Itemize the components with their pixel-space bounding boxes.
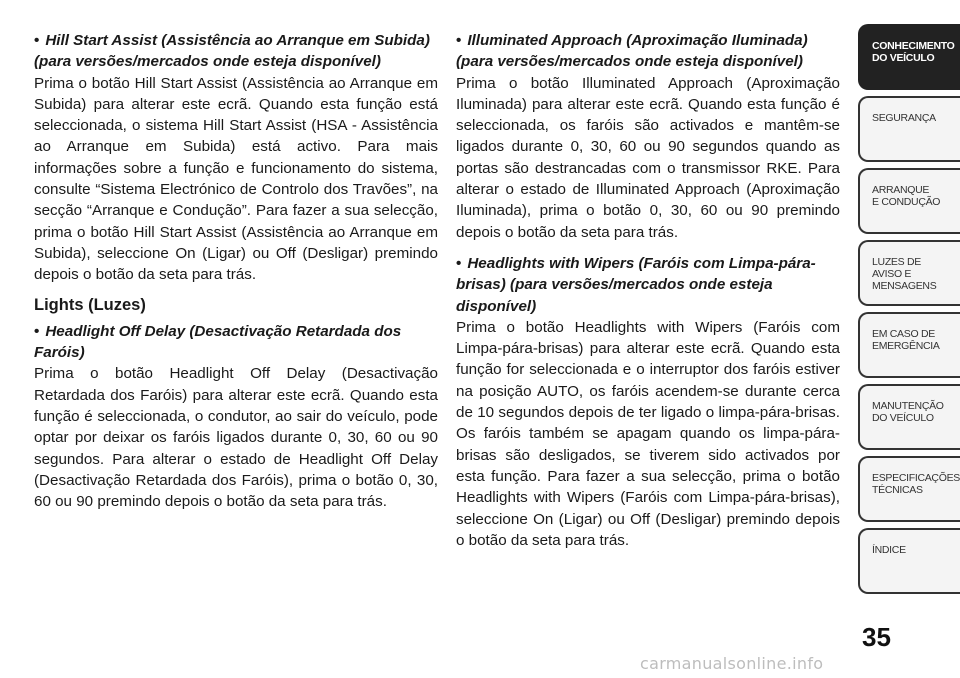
right-column [456,26,840,551]
left-column [34,26,438,513]
tab-arranque-e-conducao[interactable]: ARRANQUE E CONDUÇÃO [858,168,960,234]
bullet: • [456,254,462,272]
heading-text: Hill Start Assist (Assistência ao Arranque em Subida) (para versões/mercados onde esteja disponível) [34,32,430,71]
chapter-tabs-sidebar [858,24,960,600]
page-number: 35 [862,622,891,652]
heading-text: Headlight Off Delay (Desactivação Retardada dos Faróis) [34,322,402,362]
illuminated-approach-body: Prima o botão Illuminated Approach (Aproximação Iluminada) para alterar este ecrã. Quando esta função é seleccionada, os faróis são activados e mantêm-se ligados durante 0, 30, 60 ou 90 segundos quando as portas são destrancadas com o transmissor RKE. Para alterar o estado de Illuminated Approach (Aproximação Iluminada), prima o botão 0, 30, 60 ou 90 premindo depois o botão da seta para trás. [456,74,840,241]
lights-section-heading: Lights (Luzes) [34,295,146,314]
spacer [456,243,840,249]
bullet: • [456,32,462,49]
tab-indice[interactable]: ÍNDICE [858,528,960,594]
hill-start-assist-heading [34,30,438,73]
bullet: • [34,32,40,49]
illuminated-approach-heading [456,30,840,73]
tab-seguranca[interactable]: SEGURANÇA [858,96,960,162]
heading-text: Illuminated Approach (Aproximação Iluminada) (para versões/mercados onde esteja disponível) [456,32,808,71]
tab-conhecimento-do-veiculo[interactable]: CONHECIMENTO DO VEÍCULO [858,24,960,90]
bullet: • [34,322,40,340]
tab-especificacoes-tecnicas[interactable]: ESPECIFICAÇÕES TÉCNICAS [858,456,960,522]
watermark: carmanualsonline.info [640,654,824,673]
headlights-with-wipers-body: Prima o botão Headlights with Wipers (Faróis com Limpa-pára-brisas) para alterar este ecrã. Quando esta função for seleccionada e o interruptor dos faróis estiver na posição AUTO, os faróis acendem-se durante cerca de 10 segundos depois de ter ligado o limpa-pára-brisas. Os faróis também se apagam quando os limpa-pára-brisas são desligados, se tiverem sido activados por esta função. Para fazer a sua selecção, prima o botão Headlights with Wipers (Faróis com Limpa-pára-brisas), seleccione On (Ligar) ou Off (Desligar) premindo depois o botão da seta para trás. [456,318,840,549]
tab-manutencao-do-veiculo[interactable]: MANUTENÇÃO DO VEÍCULO [858,384,960,450]
tab-em-caso-de-emergencia[interactable]: EM CASO DE EMERGÊNCIA [858,312,960,378]
headlight-off-delay-heading [34,321,438,364]
hill-start-assist-body: Prima o botão Hill Start Assist (Assistência ao Arranque em Subida) para alterar este ecrã. Quando esta função está seleccionada, o sistema Hill Start Assist (HSA - Assistência ao Arranque em Subida) está activo. Para mais informações sobre a função e funcionamento do sistema, consulte “Sistema Electrónico de Controlo dos Travões”, na secção “Arranque e Condução”. Para fazer a sua selecção, prima o botão Hill Start Assist (Assistência ao Arranque em Subida), seleccione On (Ligar) ou Off (Desligar) premindo depois o botão da seta para trás. [34,74,438,284]
tab-luzes-de-aviso[interactable]: LUZES DE AVISO E MENSAGENS [858,240,960,306]
headlights-with-wipers-heading [456,253,840,317]
headlight-off-delay-body: Prima o botão Headlight Off Delay (Desactivação Retardada dos Faróis) para alterar este ecrã. Quando esta função é seleccionada, o condutor, ao sair do veículo, pode optar por deixar os faróis ligados durante 0, 30, 60 ou 90 segundos. Para alterar o estado de Headlight Off Delay (Desactivação Retardada dos Faróis), prima o botão 0, 30, 60 ou 90 premindo depois o botão da seta para trás. [34,365,438,511]
heading-text: Headlights with Wipers (Faróis com Limpa-pára-brisas) (para versões/mercados onde esteja disponível) [456,254,816,315]
